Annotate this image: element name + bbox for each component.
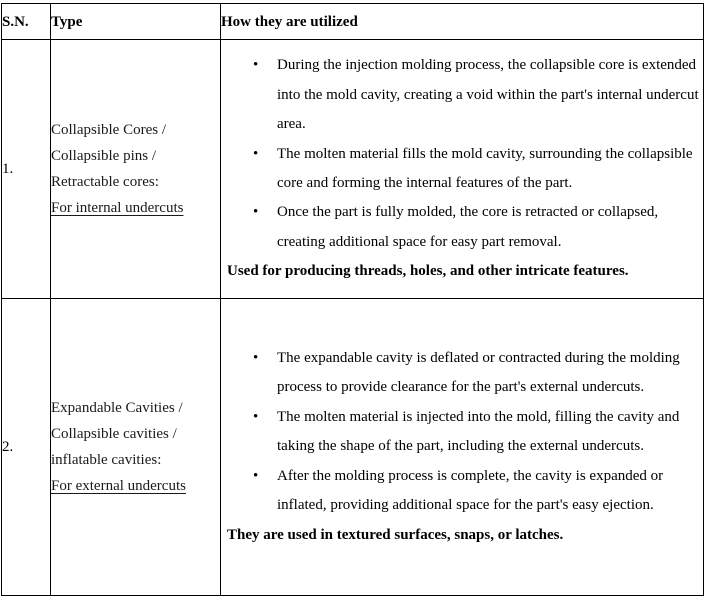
bullet-item: • During the injection molding process, the collapsible core is extended into the mold cavity, creating a void within the part's internal undercut area. — [277, 51, 703, 139]
bullet-list — [221, 51, 703, 257]
usage-summary: They are used in textured surfaces, snaps, or latches. — [227, 526, 564, 543]
type-undercut-label: For external undercuts — [51, 478, 186, 494]
header-type: Type — [51, 4, 221, 40]
type-line: Collapsible pins / — [51, 148, 156, 164]
table-row — [2, 40, 704, 299]
type-cell — [51, 40, 221, 299]
header-row — [2, 4, 704, 40]
bullet-item: • Once the part is fully molded, the core is retracted or collapsed, creating additional space for easy part removal. — [277, 198, 703, 257]
bullet-item: • The expandable cavity is deflated or contracted during the molding process to provide clearance for the part's external undercuts. — [277, 344, 703, 403]
bullet-item: • The molten material is injected into the mold, filling the cavity and taking the shape of the part, including the external undercuts. — [277, 403, 703, 462]
type-line: Retractable cores: — [51, 174, 159, 190]
table-row — [2, 299, 704, 596]
type-line: inflatable cavities: — [51, 452, 162, 468]
type-line: Collapsible cavities / — [51, 426, 177, 442]
usage-summary: Used for producing threads, holes, and other intricate features. — [227, 263, 629, 280]
type-line: Expandable Cavities / — [51, 400, 183, 416]
header-how-utilized: How they are utilized — [221, 4, 704, 40]
bullet-item: • After the molding process is complete, the cavity is expanded or inflated, providing additional space for the part's easy ejection. — [277, 462, 703, 521]
bullet-list — [221, 344, 703, 520]
header-sn: S.N. — [2, 4, 51, 40]
bullet-item: • The molten material fills the mold cavity, surrounding the collapsible core and forming the internal features of the part. — [277, 140, 703, 199]
how-cell — [221, 299, 704, 596]
undercut-methods-table — [1, 3, 704, 596]
row-number: 1. — [2, 40, 51, 299]
how-cell — [221, 40, 704, 299]
row-number: 2. — [2, 299, 51, 596]
type-cell — [51, 299, 221, 596]
type-line: Collapsible Cores / — [51, 122, 166, 138]
type-undercut-label: For internal undercuts — [51, 200, 184, 216]
